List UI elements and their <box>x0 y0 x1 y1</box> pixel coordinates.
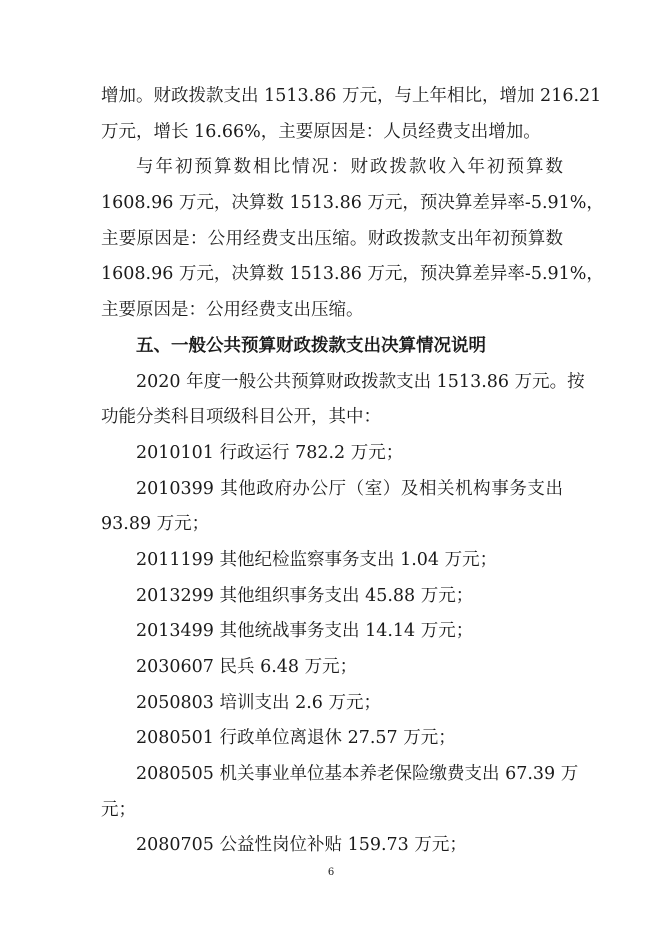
list-item-cont: 93.89 万元； <box>101 514 210 535</box>
text-line: 增加。财政拨款支出 1513.86 万元，与上年相比，增加 216.21 <box>101 86 602 106</box>
list-item: 2011199 其他纪检监察事务支出 1.04 万元； <box>136 549 498 570</box>
text-line: 主要原因是：公用经费支出压缩。财政拨款支出年初预算数 <box>101 228 563 249</box>
list-item: 2030607 民兵 6.48 万元； <box>136 657 358 677</box>
list-item: 2080505 机关事业单位基本养老保险缴费支出 67.39 万 <box>136 764 579 785</box>
list-item-cont: 元； <box>101 799 136 820</box>
list-item: 2010399 其他政府办公厅（室）及相关机构事务支出 <box>136 478 563 499</box>
text-line: 1608.96 万元，决算数 1513.86 万元，预决算差异率-5.91%， <box>101 264 604 285</box>
list-item: 2080501 行政单位离退休 27.57 万元； <box>136 728 456 749</box>
list-item: 2010101 行政运行 782.2 万元； <box>136 442 404 463</box>
document-page <box>101 79 604 864</box>
text-line: 万元，增长 16.66%，主要原因是：人员经费支出增加。 <box>101 121 541 142</box>
section-heading: 五、一般公共预算财政拨款支出决算情况说明 <box>136 335 486 356</box>
text-line: 主要原因是：公用经费支出压缩。 <box>101 300 364 321</box>
list-item: 2013499 其他统战事务支出 14.14 万元； <box>136 621 474 642</box>
page-number: 6 <box>327 867 335 878</box>
text-line: 与年初预算数相比情况：财政拨款收入年初预算数 <box>136 157 563 178</box>
list-item: 2050803 培训支出 2.6 万元； <box>136 692 381 713</box>
text-line: 1608.96 万元，决算数 1513.86 万元，预决算差异率-5.91%， <box>101 193 604 214</box>
list-item: 2080705 公益性岗位补贴 159.73 万元； <box>136 835 467 856</box>
list-item: 2013299 其他组织事务支出 45.88 万元； <box>136 585 474 606</box>
text-line: 功能分类科目项级科目公开，其中： <box>101 407 381 428</box>
text-line: 2020 年度一般公共预算财政拨款支出 1513.86 万元。按 <box>136 371 585 392</box>
